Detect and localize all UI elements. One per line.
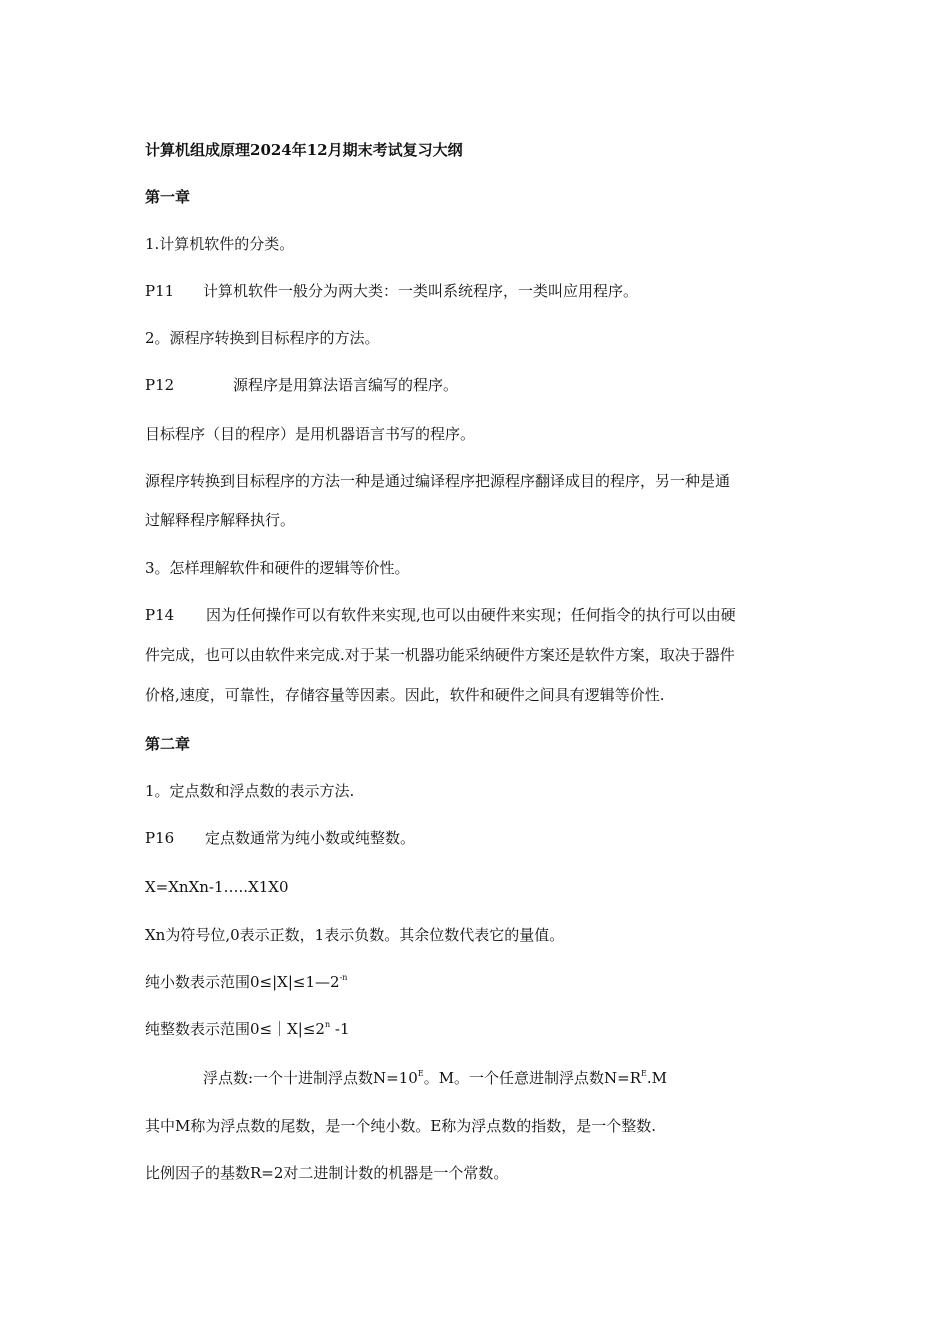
fraction-range-exponent: -n: [339, 973, 348, 982]
p14-line-1: [145, 605, 815, 625]
p12-paragraph: [145, 375, 815, 395]
mantissa-description: 其中M称为浮点数的尾数，是一个纯小数。E称为浮点数的指数，是一个整数.: [145, 1117, 657, 1135]
radix-description: 比例因子的基数R=2对二进制计数的机器是一个常数。: [145, 1164, 509, 1182]
float-text-c: .M: [646, 1069, 668, 1087]
page-ref-p14: P14: [145, 606, 175, 624]
p11-paragraph: [145, 281, 815, 301]
p12-text: 源程序是用算法语言编写的程序。: [233, 376, 459, 394]
p16-text: 定点数通常为纯小数或纯整数。: [205, 829, 416, 847]
float-text-a: 浮点数:一个十进制浮点数N=10: [203, 1069, 418, 1087]
ch1-question-2: 2。源程序转换到目标程序的方法。: [145, 329, 380, 347]
chapter-2-heading: 第二章: [145, 735, 191, 753]
sign-bit-description: Xn为符号位,0表示正数，1表示负数。其余位数代表它的量值。: [145, 926, 565, 944]
p11-text: 计算机软件一般分为两大类：一类叫系统程序，一类叫应用程序。: [203, 282, 639, 300]
ch1-question-1: 1.计算机软件的分类。: [145, 235, 295, 253]
float-text-b: 。M。一个任意进制浮点数N=R: [423, 1069, 642, 1087]
p16-paragraph: [145, 828, 815, 848]
floating-point-definition: [203, 1068, 815, 1088]
float-exponent-1: E: [417, 1069, 424, 1078]
p14-line-2: 件完成，也可以由软件来完成.对于某一机器功能采纳硬件方案还是软件方案，取决于器件: [145, 646, 735, 664]
fraction-range: [145, 972, 815, 992]
page-ref-p12: P12: [145, 376, 175, 394]
conversion-method-line-1: 源程序转换到目标程序的方法一种是通过编译程序把源程序翻译成目的程序，另一种是通: [145, 472, 731, 490]
ch1-question-3: 3。怎样理解软件和硬件的逻辑等价性。: [145, 559, 410, 577]
integer-range-tail: -1: [330, 1020, 350, 1038]
fixed-point-formula: X=XnXn-1…..X1X0: [145, 878, 289, 896]
p14-text-1: 因为任何操作可以有软件来实现,也可以由硬件来实现；任何指令的执行可以由硬: [206, 606, 736, 624]
document-title: 计算机组成原理2024年12月期末考试复习大纲: [145, 141, 463, 159]
integer-range-text: 纯整数表示范围0≤｜X|≤2: [145, 1020, 325, 1038]
integer-range: [145, 1019, 815, 1039]
integer-range-exponent: n: [324, 1020, 331, 1029]
ch2-question-1: 1。定点数和浮点数的表示方法.: [145, 782, 355, 800]
page-ref-p11: P11: [145, 282, 175, 300]
float-exponent-2: E: [641, 1069, 647, 1078]
page-ref-p16: P16: [145, 829, 175, 847]
target-program-definition: 目标程序（目的程序）是用机器语言书写的程序。: [145, 425, 476, 443]
p14-line-3: 价格,速度，可靠性，存储容量等因素。因此，软件和硬件之间具有逻辑等价性.: [145, 686, 665, 704]
fraction-range-text: 纯小数表示范围0≤|X|≤1—2: [145, 973, 340, 991]
conversion-method-line-2: 过解释程序解释执行。: [145, 511, 296, 529]
chapter-1-heading: 第一章: [145, 188, 191, 206]
